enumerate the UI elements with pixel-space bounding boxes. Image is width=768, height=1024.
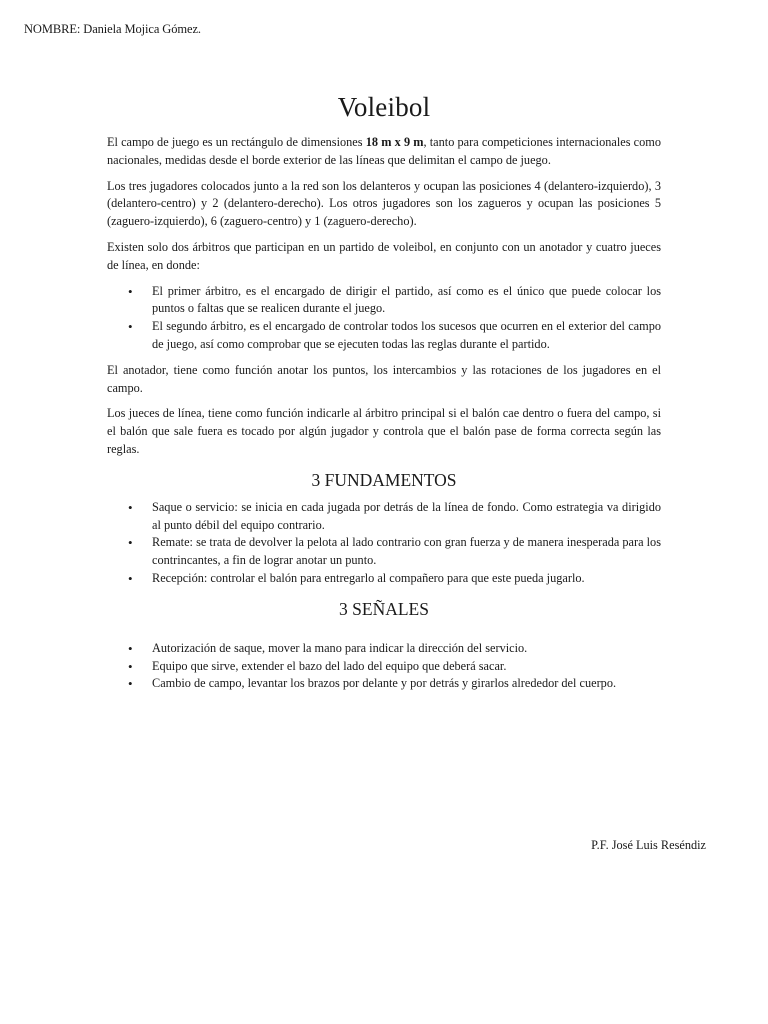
- senales-list: [107, 640, 661, 693]
- document-body: [107, 88, 661, 701]
- paragraph-referees: Existen solo dos árbitros que participan en un partido de voleibol, en conjunto con un anotador y cuatro jueces de línea, en donde:: [107, 239, 661, 272]
- signature: P.F. José Luis Reséndiz: [591, 838, 706, 852]
- paragraph-line-judges: Los jueces de línea, tiene como función indicarle al árbitro principal si el balón cae dentro o fuera del campo, si el balón que sale fuera es tocado por algún jugador y controla que el balón pase de forma correcta según las reglas.: [107, 406, 661, 456]
- paragraph-scorer: El anotador, tiene como función anotar los puntos, los intercambios y las rotaciones de los jugadores en el campo.: [107, 362, 661, 395]
- list-item: • Remate: se trata de devolver la pelota al lado contrario con gran fuerza y de manera inesperada para los contrincantes, a fin de lograr anotar un punto.: [152, 534, 661, 570]
- list-item: • Recepción: controlar el balón para entregarlo al compañero para que este pueda jugarlo.: [152, 570, 661, 588]
- paragraph-court-start: El campo de juego es un rectángulo de dimensiones: [107, 135, 366, 149]
- paragraph-court-end: , tanto para competiciones internacionales como nacionales, medidas desde el borde exterior de las líneas que delimitan el campo de juego.: [107, 135, 661, 167]
- section-heading-senales: 3 SEÑALES: [339, 598, 429, 619]
- list-item: • El segundo árbitro, es el encargado de controlar todos los sucesos que ocurren en el exterior del campo de juego, así como comprobar que se ejecuten todas las reglas durante el partido.: [152, 318, 661, 354]
- paragraph-court: [107, 134, 661, 170]
- list-item: • Equipo que sirve, extender el bazo del lado del equipo que deberá sacar.: [152, 658, 661, 676]
- fundamentos-list: [107, 499, 661, 588]
- referee-list: [107, 283, 661, 354]
- list-item: • Saque o servicio: se inicia en cada jugada por detrás de la línea de fondo. Como estrategia va dirigido al punto débil del equipo contrario.: [152, 499, 661, 535]
- list-item: • El primer árbitro, es el encargado de dirigir el partido, así como es el único que puede colocar los puntos o faltas que se realicen durante el juego.: [152, 283, 661, 319]
- paragraph-positions: Los tres jugadores colocados junto a la red son los delanteros y ocupan las posiciones 4 (delantero-izquierdo), 3 (delantero-centro) y 2 (delantero-derecho). Los otros jugadores son los zagueros y ocupan las posiciones 5 (zaguero-izquierdo), 6 (zaguero-centro) y 1 (zaguero-derecho).: [107, 178, 661, 229]
- court-dimensions: 18 m x 9 m: [365, 135, 424, 149]
- section-heading-fundamentos: 3 FUNDAMENTOS: [311, 469, 457, 490]
- student-name: NOMBRE: Daniela Mojica Gómez.: [24, 22, 201, 36]
- list-item: • Autorización de saque, mover la mano para indicar la dirección del servicio.: [152, 640, 661, 658]
- list-item: • Cambio de campo, levantar los brazos por delante y por detrás y girarlos alrededor del cuerpo.: [152, 675, 661, 693]
- document-title: Voleibol: [337, 92, 431, 122]
